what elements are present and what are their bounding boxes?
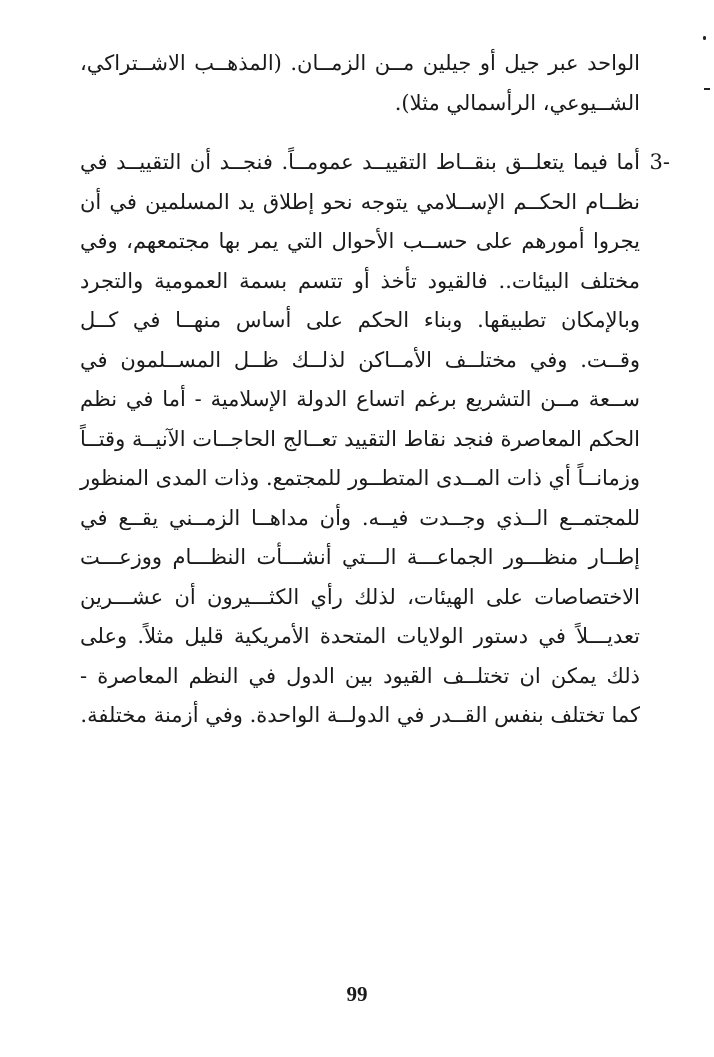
item-3-text: أما فيما يتعلــق بنقــاط التقييــد عمومــاً. فنجــد أن التقييــد في نظــام الحكــم الإســلامي يتوجه نحو إطلاق يد المسلمين في أن يجروا أمورهم على حســب الأحوال التي يمر بها مجتمعهم، وفي مختلف البيئات.. فالقيود تأخذ أو تتسم بسمة العمومية والتجرد وبالإمكان تطبيقها. وبناء الحكم على أساس منهــا في كــل وقــت. وفي مختلــف الأمــاكن لذلــك ظــل المســلمون في ســعة مــن التشريع برغم اتساع الدولة الإسلامية - أما في نظم الحكم المعاصرة فنجد نقاط التقييد تعــالج الحاجــات الآنيــة وقتــاً وزمانــاً أي ذات المــدى المتطــور للمجتمع. وذات المدى المنظور للمجتمــع الــذي وجــدت فيــه. وأن مداهــا الزمــني يقــع في إطــار منظـــور الجماعـــة الـــتي أنشـــأت النظـــام ووزعـــت الاختصاصات على الهيئات، لذلك رأي الكثـــيرون أن عشـــرين تعديـــلاً في دستور الولايات المتحدة الأمريكية قليل مثلاً. وعلى ذلك يمكن ان تختلــف القيود بين الدول في النظم المعاصرة - كما تختلف بنفس القــدر في الدولــة الواحدة. وفي أزمنة مختلفة. (80, 150, 640, 727)
margin-mark (703, 36, 706, 40)
page-number: 99 (346, 982, 368, 1006)
paragraph-intro: الواحد عبر جيل أو جيلين مــن الزمــان. (المذهــب الاشــتراكي، الشــيوعي، الرأسمالي مثلا). (80, 51, 640, 115)
body-text (80, 44, 670, 736)
margin-mark (704, 88, 710, 90)
item-number: 3- (649, 150, 670, 174)
paragraph-item-3 (80, 143, 670, 736)
